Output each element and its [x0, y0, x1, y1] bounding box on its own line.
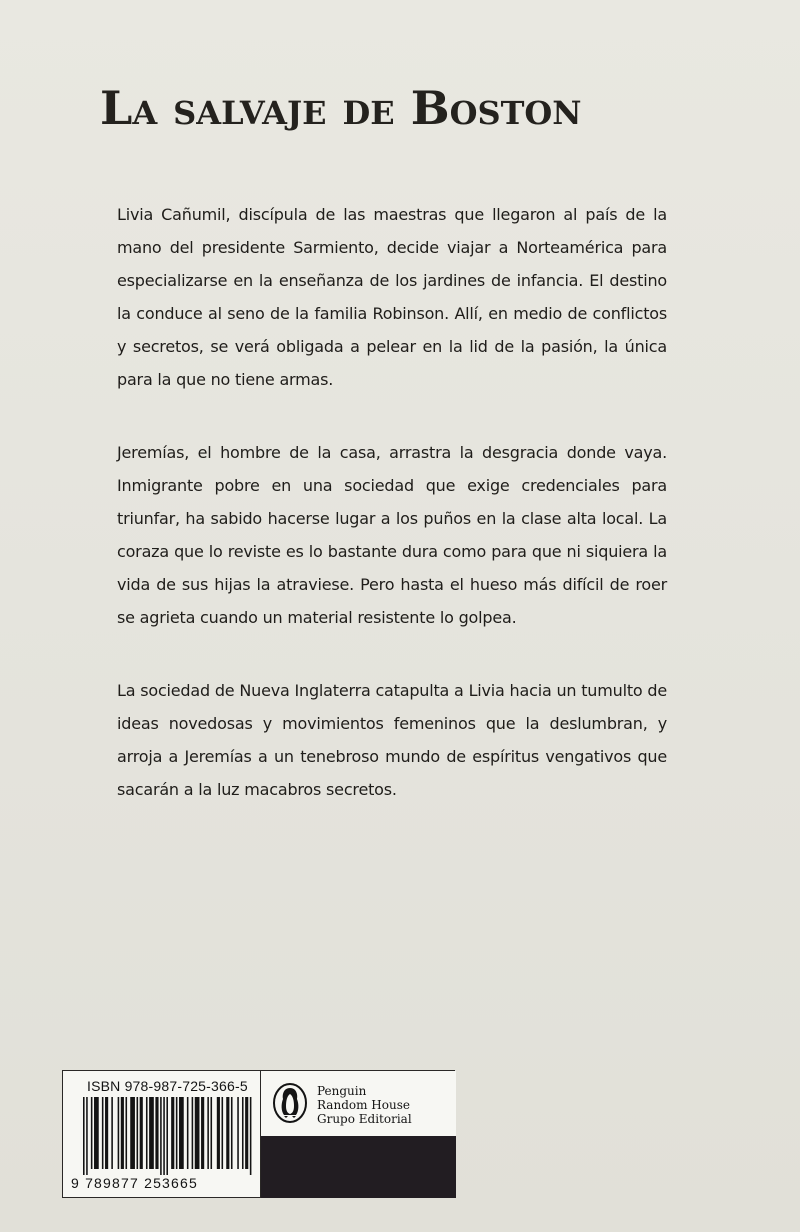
barcode-bar	[121, 1097, 124, 1169]
barcode-bars	[83, 1097, 253, 1175]
publisher-logo	[260, 1071, 456, 1136]
barcode-bar	[187, 1097, 189, 1169]
barcode-bar	[192, 1097, 194, 1169]
barcode-bar	[160, 1097, 162, 1175]
penguin-icon	[271, 1082, 309, 1124]
barcode-bar	[102, 1097, 104, 1169]
barcode-bar	[217, 1097, 220, 1169]
book-title: La salvaje de Boston	[100, 81, 582, 135]
barcode-bar	[242, 1097, 244, 1169]
barcode-bar	[207, 1097, 209, 1169]
publisher-line-1: Penguin	[317, 1084, 367, 1098]
barcode-bar	[111, 1097, 113, 1169]
barcode-bar	[171, 1097, 174, 1169]
barcode-bar	[105, 1097, 108, 1169]
barcode-bar	[211, 1097, 213, 1169]
barcode-digits: 9 789877 253665	[71, 1175, 198, 1191]
barcode-bar	[137, 1097, 139, 1169]
isbn-label: ISBN 978-987-725-366-5	[87, 1078, 248, 1094]
barcode-bar	[226, 1097, 229, 1169]
barcode-bar	[195, 1097, 200, 1169]
barcode-bar	[231, 1097, 233, 1169]
blurb	[117, 198, 667, 846]
barcode-bar	[146, 1097, 148, 1169]
barcode-bar	[83, 1097, 85, 1175]
barcode-bar	[163, 1097, 165, 1175]
publisher-line-3: Grupo Editorial	[317, 1112, 412, 1126]
barcode-bar	[155, 1097, 158, 1169]
dark-block	[260, 1136, 456, 1198]
barcode-bar	[140, 1097, 143, 1169]
barcode-bar	[86, 1097, 88, 1175]
publisher-line-2: Random House	[317, 1098, 410, 1112]
barcode-bar	[149, 1097, 154, 1169]
barcode-bar	[91, 1097, 93, 1169]
barcode-bar	[237, 1097, 239, 1169]
blurb-paragraph-2: Jeremías, el hombre de la casa, arrastra la desgracia donde vaya. Inmigrante pobre en una sociedad que exige credenciales para triunfar, ha sabido hacerse lugar a los puños en la clase alta local. La coraza que lo reviste es lo bastante dura como para que ni siquiera la vida de sus hijas la atraviese. Pero hasta el hueso más difícil de roer se agrieta cuando un material resistente lo golpea.	[117, 443, 667, 627]
barcode-bar	[176, 1097, 178, 1169]
blurb-paragraph-1: Livia Cañumil, discípula de las maestras que llegaron al país de la mano del presidente Sarmiento, decide viajar a Norteamérica para especializarse en la enseñanza de los jardines de infancia. El destino la conduce al seno de la familia Robinson. Allí, en medio de conflictos y secretos, se verá obligada a pelear en la lid de la pasión, la única para la que no tiene armas.	[117, 205, 667, 389]
barcode-bar	[166, 1097, 168, 1175]
barcode-bar	[201, 1097, 204, 1169]
barcode-bar	[126, 1097, 128, 1169]
barcode-box	[62, 1070, 455, 1198]
barcode-bar	[222, 1097, 224, 1169]
barcode-bar	[94, 1097, 99, 1169]
barcode-bar	[118, 1097, 120, 1169]
barcode-bar	[245, 1097, 248, 1169]
barcode-bar	[250, 1097, 252, 1175]
blurb-paragraph-3: La sociedad de Nueva Inglaterra catapulta a Livia hacia un tumulto de ideas novedosas y movimientos femeninos que la deslumbran, y arroja a Jeremías a un tenebroso mundo de espíritus vengativos que sacarán a la luz macabros secretos.	[117, 681, 667, 799]
barcode-bar	[179, 1097, 184, 1169]
publisher-name	[317, 1084, 412, 1126]
barcode-bar	[130, 1097, 135, 1169]
